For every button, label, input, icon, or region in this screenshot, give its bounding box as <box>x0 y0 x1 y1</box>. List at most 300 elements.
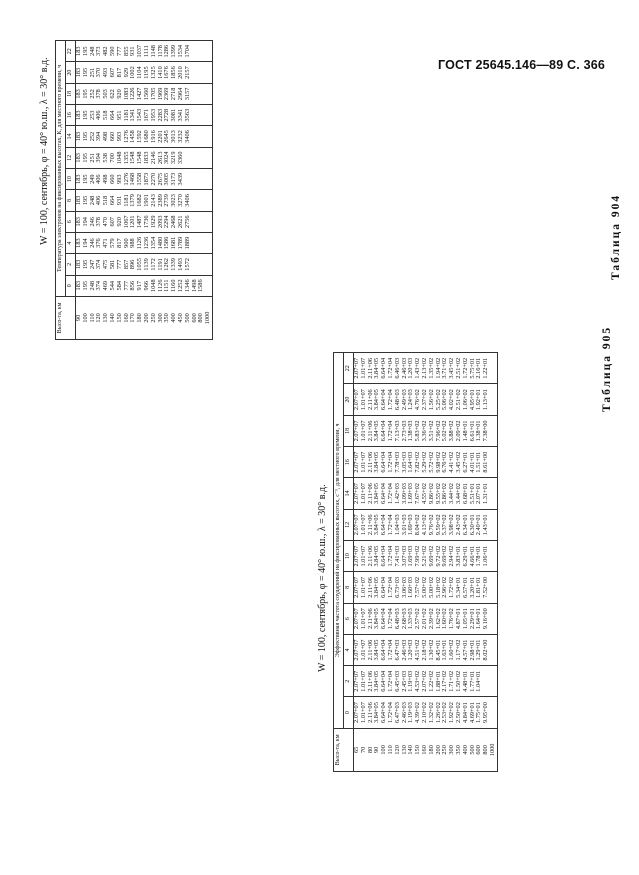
table-cell: 988 <box>129 238 137 248</box>
heights-column <box>76 296 213 339</box>
table-cell: 4.48+01 <box>461 670 469 692</box>
time-header: 16 <box>344 447 354 478</box>
table-cell: 2.11+06 <box>366 577 374 598</box>
table-cell: 1.06+02 <box>461 389 469 411</box>
height-value: 110 <box>88 313 96 323</box>
table-cell: 1873 <box>142 172 150 186</box>
table-cell: 1953 <box>149 108 157 122</box>
table-cell: 581 <box>108 259 116 270</box>
table-cell: 1.72+04 <box>386 576 394 598</box>
time-header: 12 <box>344 509 354 540</box>
table-cell: 1055 <box>136 258 144 271</box>
table-cell: 3406 <box>183 130 191 143</box>
table-cell: 2.68+03 <box>400 608 408 630</box>
table-cell: 9.55+02 <box>434 483 442 504</box>
table-cell: 1.56+02 <box>427 389 435 411</box>
table-cell: 3.84+05 <box>373 670 381 692</box>
table-cell: 1.72+04 <box>386 670 394 692</box>
table-cell: 373 <box>95 46 103 56</box>
table-cell: 7.38+00 <box>482 420 490 442</box>
table-cell: 3023 <box>170 194 178 207</box>
height-value: 600 <box>190 313 198 323</box>
table-cell <box>205 150 212 166</box>
table-cell: 6.64+04 <box>380 576 388 598</box>
height-value: 90 <box>373 746 381 754</box>
time-header: 4 <box>344 634 354 665</box>
height-value: 400 <box>170 313 178 323</box>
table-cell: 406 <box>95 174 103 184</box>
table-cell: 195 <box>81 174 89 184</box>
table-cell: 3.84+05 <box>373 702 381 724</box>
table-cell: 6.64+04 <box>380 483 388 504</box>
height-value: 200 <box>142 313 150 323</box>
table-cell: 1354 <box>149 236 157 250</box>
table-cell: 1427 <box>136 87 144 101</box>
table-cell: 1276 <box>122 172 130 186</box>
table-cell: 183 <box>75 217 82 227</box>
height-value: 180 <box>136 313 144 323</box>
table-cell: 6.61+01 <box>468 420 476 442</box>
table-cell: 394 <box>95 131 103 142</box>
table-cell: 1.22+02 <box>427 670 435 692</box>
value-column <box>76 105 213 126</box>
height-value: 160 <box>122 313 130 323</box>
table-cell: 1.35+02 <box>427 357 435 379</box>
table-cell: 856 <box>129 280 137 291</box>
table-cell: 2468 <box>170 215 178 229</box>
table-cell: 3.06+03 <box>400 576 408 598</box>
table-cell: 482 <box>102 46 110 56</box>
table-cell: 3341 <box>176 108 184 122</box>
table-cell: 1.05+01 <box>461 608 469 630</box>
table-cell: 1558 <box>136 172 144 186</box>
table-cell: 9.72+02 <box>434 545 442 567</box>
table-cell: 2.57+02 <box>414 608 422 630</box>
table-cell: 195 <box>81 153 89 163</box>
table-cell: 1.01+07 <box>359 608 367 630</box>
table-cell: 6.73+03 <box>393 576 401 598</box>
table-cell: 3.98+02 <box>448 514 456 536</box>
table-cell: 5.00+02 <box>420 576 428 598</box>
table-cell: 252 <box>88 89 96 99</box>
table-cell: 1.01+07 <box>359 514 367 536</box>
table-cell: 1682 <box>136 194 144 207</box>
table-cell: 1002 <box>129 66 137 79</box>
table-cell: 2.07+07 <box>353 451 360 473</box>
table-904-label: Таблица 904 <box>610 193 622 280</box>
table-cell: 1.26+02 <box>434 702 442 724</box>
table-cell: 1.72+04 <box>386 545 394 567</box>
table-cell <box>490 637 497 663</box>
table-cell: 195 <box>81 259 89 270</box>
table-cell: 1.72+04 <box>386 389 394 411</box>
table-cell: 7.82+02 <box>414 451 422 473</box>
table-cell: 993 <box>115 174 123 184</box>
table-cell: 1.30+02 <box>427 639 435 661</box>
table-cell: 917 <box>136 280 144 291</box>
table-cell: 5.00+02 <box>427 576 435 598</box>
table-cell: 1.63+01 <box>441 639 449 661</box>
table-cell: 6.29+01 <box>461 545 469 567</box>
table-cell: 5.75+01 <box>468 357 476 379</box>
table-cell: 607 <box>108 67 116 78</box>
table-cell: 1276 <box>122 130 130 143</box>
table-cell: 1.62+02 <box>434 608 442 630</box>
table-cell: 2718 <box>170 87 178 101</box>
table-cell: 246 <box>88 238 96 248</box>
table-cell: 183 <box>75 89 82 99</box>
table-cell: 1.29+01 <box>475 639 483 661</box>
table-cell: 544 <box>108 280 116 291</box>
table-cell: 406 <box>95 195 103 206</box>
table-cell: 3.71+02 <box>441 357 449 379</box>
height-value: 450 <box>176 313 184 323</box>
table-cell: 3013 <box>170 130 178 143</box>
table-cell: 470 <box>102 217 110 227</box>
table-cell: 4.41+02 <box>448 451 456 473</box>
table-cell: 2.11+06 <box>366 702 374 723</box>
height-value: 70 <box>359 746 367 754</box>
table-cell: 4.66+01 <box>468 545 476 567</box>
table-cell: 3.45+02 <box>448 357 456 379</box>
value-column <box>76 254 213 275</box>
table-cell: 376 <box>95 238 103 248</box>
heights-column <box>354 728 498 771</box>
table-cell: 1083 <box>122 87 130 101</box>
table-cell: 2.11+06 <box>366 545 374 567</box>
table-cell: 931 <box>115 195 123 206</box>
table-cell: 183 <box>75 174 82 184</box>
table-cell: 6.34+01 <box>461 514 469 536</box>
table-cell: 252 <box>88 131 96 142</box>
value-column <box>76 126 213 147</box>
table-cell: 1.24+03 <box>407 389 415 411</box>
height-value: 160 <box>420 745 428 755</box>
time-header: 2 <box>66 254 76 275</box>
height-value: 400 <box>461 745 469 755</box>
table-cell: 2.11+06 <box>366 451 374 473</box>
table-cell: 3.84+05 <box>373 357 381 379</box>
table-cell: 1.19+03 <box>407 670 415 692</box>
table-cell: 3.09+03 <box>400 483 408 504</box>
table-cell: 6.45+03 <box>393 670 401 692</box>
table-cell: 248 <box>88 195 96 206</box>
table-cell: 1.64+03 <box>407 451 415 473</box>
table-cell: 951 <box>115 110 123 120</box>
value-column <box>354 666 498 697</box>
table-cell: 1341 <box>129 108 137 122</box>
table-cell: 1139 <box>142 258 150 271</box>
table-cell: 2.09+02 <box>454 420 462 442</box>
table-cell: 993 <box>115 131 123 142</box>
table-cell: 248 <box>88 280 96 291</box>
table-cell: 3.36+02 <box>420 420 428 442</box>
table-cell <box>205 64 212 80</box>
table-cell: 1789 <box>176 236 184 250</box>
table-cell: 6.64+04 <box>380 451 388 473</box>
table-cell <box>490 355 497 381</box>
table-cell: 374 <box>95 259 103 270</box>
table-cell: 1889 <box>183 236 191 250</box>
table-cell: 1172 <box>149 258 157 271</box>
table-cell: 1493 <box>176 258 184 271</box>
table-cell: 2.45+03 <box>400 670 408 692</box>
table-cell: 1.76+02 <box>448 608 456 630</box>
table-cell: 2.40+01 <box>475 514 483 536</box>
table-cell: 2.73+03 <box>400 420 408 442</box>
height-value: 150 <box>414 745 422 755</box>
value-column <box>76 62 213 83</box>
table-cell: 4.01+01 <box>468 451 476 473</box>
table-cell: 2.11+06 <box>366 389 374 410</box>
table-cell: 3.20+01 <box>468 576 476 598</box>
height-value: 250 <box>149 313 157 323</box>
table-cell: 4.51+02 <box>414 639 422 661</box>
table-cell: 3.84+05 <box>373 451 381 473</box>
table-cell <box>205 43 212 59</box>
table-cell: 817 <box>115 238 123 248</box>
table-cell: 4.84+01 <box>461 702 469 724</box>
table-cell <box>205 235 212 251</box>
table-cell: 3219 <box>170 151 178 165</box>
time-header: 8 <box>344 572 354 603</box>
table-cell: 6.47+03 <box>393 702 401 724</box>
table-cell: 2369 <box>163 87 171 101</box>
table-cell: 6.64+04 <box>380 357 388 379</box>
table-cell: 2.07+07 <box>353 670 360 692</box>
table-cell <box>205 128 212 144</box>
table-cell: 249 <box>88 174 96 184</box>
table-cell: 1681 <box>170 236 178 250</box>
time-header: 12 <box>66 147 76 168</box>
table-cell: 1.75+01 <box>475 702 483 724</box>
time-header: 4 <box>66 232 76 253</box>
height-value: 600 <box>475 745 483 755</box>
height-value: 65 <box>353 746 360 754</box>
table-cell: 1126 <box>156 279 164 292</box>
table-cell: 1.72+04 <box>386 483 394 504</box>
table-cell: 1680 <box>142 130 150 143</box>
table-cell: 1.88+01 <box>434 670 442 692</box>
table-cell: 5.34+01 <box>454 576 462 598</box>
table-cell: 5.29+02 <box>420 451 428 473</box>
table-cell: 1856 <box>170 66 178 79</box>
table-cell: 498 <box>102 174 110 184</box>
table-cell: 253 <box>88 110 96 120</box>
table-cell: 2.49+03 <box>400 389 408 411</box>
table-cell: 6.57+01 <box>461 576 469 598</box>
table-cell: 1.01+07 <box>359 420 367 442</box>
table-cell: 1379 <box>129 194 137 207</box>
table-cell: 8.61+00 <box>482 451 490 473</box>
height-value: 500 <box>468 745 476 755</box>
table-cell <box>490 543 497 569</box>
table-cell: 195 <box>81 280 89 291</box>
table-cell: 1.01+07 <box>359 389 367 411</box>
table-cell: 1969 <box>156 87 164 101</box>
table-cell <box>490 418 497 444</box>
table-cell: 6.64+04 <box>380 545 388 567</box>
table-cell: 6.48+03 <box>393 608 401 630</box>
table-cell: 3.84+05 <box>373 514 381 536</box>
table-cell: 1286 <box>163 44 171 58</box>
table-cell: 493 <box>102 67 110 78</box>
table-cell: 1178 <box>156 45 164 58</box>
table-cell: 248 <box>88 46 96 56</box>
table-cell: 1.60+02 <box>448 639 456 661</box>
table-cell: 2645 <box>163 130 171 143</box>
table-cell: 2675 <box>156 172 164 186</box>
table-cell: 4.57+01 <box>461 639 469 661</box>
table-cell: 1487 <box>136 215 144 229</box>
height-value: 100 <box>81 313 89 323</box>
table-cell: 538 <box>102 153 110 163</box>
table-cell: 7.52+00 <box>482 576 490 598</box>
table-cell: 7.78+03 <box>393 451 401 473</box>
table-cell <box>205 278 212 294</box>
table-cell: 475 <box>102 259 110 270</box>
table-cell: 5.25+02 <box>434 389 442 411</box>
height-value: 200 <box>434 745 442 755</box>
table-cell <box>205 214 212 230</box>
table-cell: 920 <box>115 217 123 227</box>
table-cell: 4.02+02 <box>448 389 456 411</box>
table-cell: 1048 <box>149 279 157 292</box>
table-cell: 3.44+02 <box>448 483 456 504</box>
table-cell: 1548 <box>136 151 144 165</box>
height-value: 120 <box>393 745 401 755</box>
table-cell: 469 <box>102 280 110 291</box>
table-cell: 590 <box>108 46 116 56</box>
table-cell: 5.51+01 <box>468 483 476 504</box>
table-cell: 2.07+07 <box>353 608 360 630</box>
time-header: 6 <box>66 211 76 232</box>
table-cell: 2.16+01 <box>475 357 483 379</box>
table-cell: 1.72+04 <box>386 639 394 661</box>
height-value: 800 <box>482 745 490 755</box>
table-cell: 3.07+03 <box>400 545 408 567</box>
time-header: 0 <box>344 697 354 728</box>
value-column <box>354 415 498 446</box>
table-904 <box>55 40 213 340</box>
value-column <box>76 168 213 189</box>
height-value: 350 <box>454 745 462 755</box>
table-cell: 194 <box>81 217 89 227</box>
table-cell: 1.01+07 <box>359 702 367 724</box>
table-cell: 2201 <box>156 130 164 143</box>
table-cell: 1.64+01 <box>475 608 483 630</box>
table-cell: 2.96+02 <box>441 576 449 598</box>
value-column <box>354 509 498 540</box>
table-cell: 3406 <box>183 194 191 207</box>
table-cell: 195 <box>81 110 89 120</box>
table-cell: 1.69+03 <box>407 514 415 536</box>
table-cell: 1.50+02 <box>454 670 462 692</box>
height-value: 1000 <box>204 311 212 325</box>
table-cell: 2.18+02 <box>420 639 428 661</box>
table-cell: 622 <box>108 89 116 99</box>
table-cell: 1916 <box>149 130 157 143</box>
table-cell: 1.20+03 <box>407 357 415 379</box>
table-cell: 2.07+07 <box>353 702 360 724</box>
table-cell: 2.07+07 <box>353 357 360 379</box>
value-column <box>354 384 498 415</box>
table-cell: 3.05+03 <box>400 451 408 473</box>
table-cell: 1236 <box>142 236 150 250</box>
table-cell: 2389 <box>156 194 164 207</box>
table-cell: 5.21+02 <box>420 545 428 567</box>
table-cell: 2621 <box>176 215 184 229</box>
table-cell <box>490 386 497 412</box>
table-cell: 195 <box>81 195 89 206</box>
table-cell: 378 <box>95 217 103 227</box>
table-cell: 6.68+01 <box>461 483 469 504</box>
table-cell: 1534 <box>176 44 184 58</box>
table-cell: 6.46+03 <box>393 357 401 379</box>
table-cell: 378 <box>95 89 103 99</box>
height-value: 500 <box>183 313 191 323</box>
table-cell: 2.07+01 <box>475 483 483 504</box>
height-value: 180 <box>427 745 435 755</box>
table-cell: 6.64+04 <box>380 420 388 442</box>
table-cell: 8.45+01 <box>434 639 442 661</box>
table-cell: 247 <box>88 259 96 270</box>
table-905-params: W = 100, сентябрь, φ = 40° ю.ш., λ = 30° в.д. <box>317 484 328 672</box>
table-cell: 3.44+02 <box>454 483 462 504</box>
table-cell: 1671 <box>142 108 150 122</box>
table-cell: 1.19+03 <box>407 702 415 724</box>
height-value: 80 <box>366 746 374 754</box>
table-cell: 1.72+04 <box>386 420 394 442</box>
table-cell: 1151 <box>163 279 171 292</box>
table-cell: 2010 <box>176 66 184 79</box>
table-cell: 3.84+05 <box>373 420 381 442</box>
table-cell: 4.69+01 <box>468 702 476 724</box>
table-cell: 3.84+05 <box>373 389 381 411</box>
table-cell: 4.13+02 <box>420 514 428 536</box>
table-cell: 1355 <box>122 151 130 165</box>
table-cell: 3.84+05 <box>373 608 381 630</box>
table-905 <box>333 352 498 772</box>
table-cell: 1548 <box>129 151 137 165</box>
table-cell: 2739 <box>163 194 171 207</box>
table-cell: 2.07+07 <box>353 514 360 536</box>
time-header: 6 <box>344 603 354 634</box>
table-cell: 370 <box>95 67 103 78</box>
table-cell: 2294 <box>163 215 171 229</box>
table-cell: 1.33+03 <box>407 608 415 630</box>
table-cell: 3.51+02 <box>427 420 435 442</box>
table-cell: 1325 <box>149 66 157 79</box>
table-cell: 6.76+02 <box>441 451 449 473</box>
table-cell: 2.51+02 <box>454 357 462 379</box>
time-header: 2 <box>344 666 354 697</box>
table-cell: 2964 <box>176 87 184 101</box>
table-cell: 2.07+07 <box>353 420 360 442</box>
table-cell: 1.01+07 <box>359 576 367 598</box>
table-cell: 3157 <box>183 87 191 101</box>
table-cell: 7.57+02 <box>414 576 422 598</box>
table-cell: 5.02+02 <box>441 420 449 442</box>
table-cell: 3.84+05 <box>373 483 381 504</box>
table-cell: 2157 <box>183 66 191 79</box>
table-cell: 1480 <box>156 236 164 250</box>
table-cell <box>205 86 212 102</box>
table-cell: 1160 <box>170 279 178 292</box>
table-cell: 1.43+02 <box>414 357 422 379</box>
table-cell: 1.13+01 <box>482 389 490 411</box>
time-header: 18 <box>66 83 76 104</box>
